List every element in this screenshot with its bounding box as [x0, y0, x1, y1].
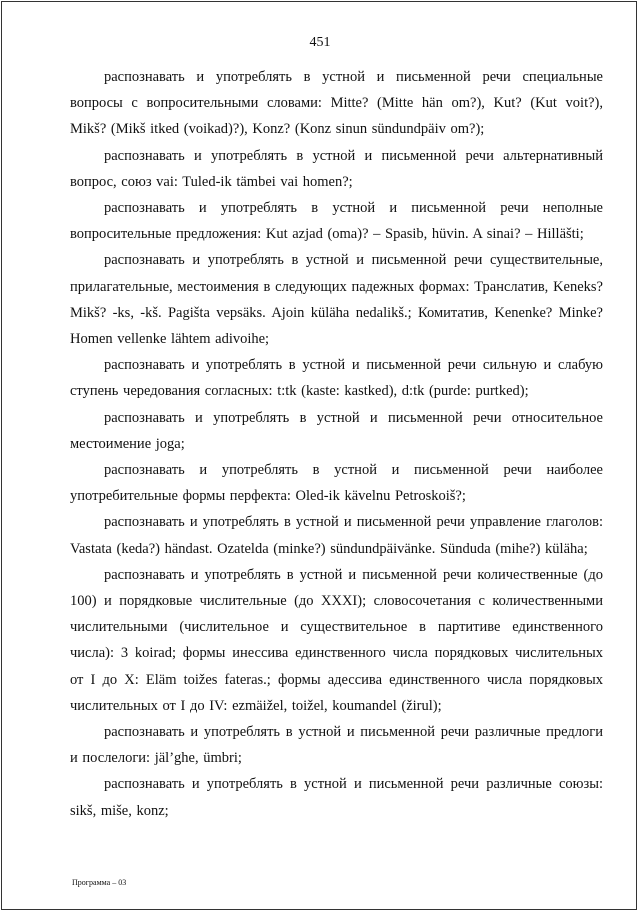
paragraph-relative-pronoun: распознавать и употреблять в устной и письменной речи относительное местоимение joga; — [70, 409, 603, 452]
paragraph-case-forms: распознавать и употреблять в устной и письменной речи существительные, прилагательные, местоимения в следующих падежных формах: Транслатив, Keneks? Mikš? -ks, -kš. Pagišta vepsäks. Ajoin küläha nedalikš.; Комитатив, Kenenke? Minke? Homen vellenke lähtem adivoihe; — [70, 252, 603, 348]
footer-program-label: Программа – 03 — [72, 878, 127, 887]
paragraph-consonant-gradation: распознавать и употреблять в устной и письменной речи сильную и слабую ступень чередования согласных: t:tk (kaste: kastked), d:tk (purde: purtked); — [70, 357, 603, 400]
document-body — [70, 64, 603, 824]
paragraph-alternative-question: распознавать и употреблять в устной и письменной речи альтернативный вопрос, союз vai: Tuled-ik tämbei vai homen?; — [70, 147, 603, 190]
paragraph-special-questions: распознавать и употреблять в устной и письменной речи специальные вопросы с вопросительными словами: Mitte? (Mitte hän om?), Kut? (Kut voit?), Mikš? (Mikš itked (voikad)?), Konz? (Konz sinun sündundpäiv om?); — [70, 69, 603, 138]
paragraph-verb-government: распознавать и употреблять в устной и письменной речи управление глаголов: Vastata (keda?) händast. Ozatelda (minke?) sündundpäivänke. Sünduda (mihe?) küläha; — [70, 514, 603, 557]
paragraph-prepositions: распознавать и употреблять в устной и письменной речи различные предлоги и послелоги: jäl’ghe, ümbri; — [70, 724, 603, 767]
page-number: 451 — [309, 35, 331, 50]
paragraph-perfect-forms: распознавать и употреблять в устной и письменной речи наиболее употребительные формы перфекта: Oled-ik kävelnu Petroskoiš?; — [70, 462, 603, 505]
paragraph-conjunctions: распознавать и употреблять в устной и письменной речи различные союзы: sikš, miše, konz; — [70, 776, 603, 819]
paragraph-incomplete-questions: распознавать и употреблять в устной и письменной речи неполные вопросительные предложения: Kut azjad (oma)? – Spasib, hüvin. A sinai? – Hilläšti; — [70, 200, 603, 243]
paragraph-numerals: распознавать и употреблять в устной и письменной речи количественные (до 100) и порядковые числительные (до XXXI); словосочетания с количественными числительными (числительное и существительное в партитиве единственного числа): 3 koirad; формы инессива единственного числа порядковых числительных от I до X: Eläm toižes fateras.; формы адессива единственного числа порядковых числительных от I до IV: ezmäižel, toižel, koumandel (žirul); — [70, 566, 603, 714]
